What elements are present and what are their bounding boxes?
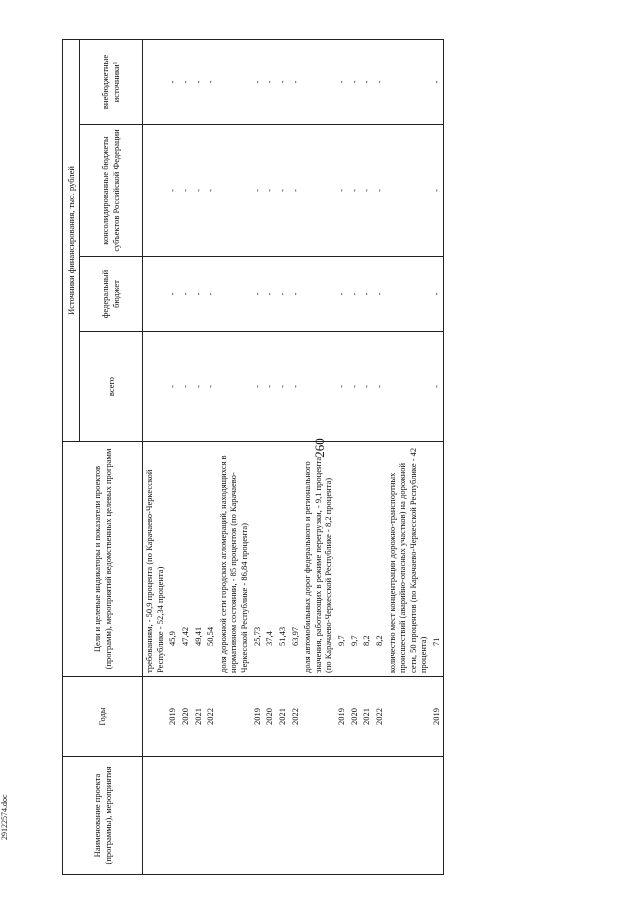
goal-value-cell: 51,43 [276, 442, 289, 677]
project-cell [179, 757, 192, 875]
total-cell: - [335, 332, 348, 442]
extra-cell [217, 40, 251, 125]
header-funding-sources: Источники финансирования, тыс. рублей [63, 40, 80, 442]
header-federal-budget: федеральный бюджет [80, 257, 143, 332]
total-cell: - [263, 332, 276, 442]
federal-cell: - [289, 257, 302, 332]
table-row [348, 40, 361, 875]
year-cell [386, 677, 431, 757]
project-cell [217, 757, 251, 875]
table-body [143, 40, 444, 875]
rotated-table-container [62, 40, 622, 875]
project-cell [289, 757, 302, 875]
total-cell: - [166, 332, 179, 442]
project-cell [204, 757, 217, 875]
extra-cell: - [192, 40, 205, 125]
total-cell: - [251, 332, 264, 442]
extra-cell: - [348, 40, 361, 125]
regional-cell: - [348, 125, 361, 257]
federal-cell: - [251, 257, 264, 332]
total-cell [386, 332, 431, 442]
extra-cell: - [430, 40, 443, 125]
goal-value-cell: 50,54 [204, 442, 217, 677]
total-cell [143, 332, 167, 442]
document-id: 29122574.doc [0, 794, 9, 840]
table-row [373, 40, 386, 875]
total-cell: - [192, 332, 205, 442]
total-cell: - [430, 332, 443, 442]
project-cell [166, 757, 179, 875]
regional-cell [143, 125, 167, 257]
funding-table [62, 39, 444, 875]
year-cell: 2021 [192, 677, 205, 757]
goal-value-cell: 9,7 [348, 442, 361, 677]
table-row [179, 40, 192, 875]
project-cell [301, 757, 335, 875]
table-row [192, 40, 205, 875]
extra-cell: - [360, 40, 373, 125]
total-cell [217, 332, 251, 442]
goal-value-cell: 71 [430, 442, 443, 677]
total-cell: - [289, 332, 302, 442]
goal-value-cell: 8,2 [360, 442, 373, 677]
goal-text-cell: требованиям, - 50,9 процента (по Карачаево-Черкесской Республике - 52,34 процента) [143, 442, 167, 677]
regional-cell: - [179, 125, 192, 257]
table-row [263, 40, 276, 875]
table-row [217, 40, 251, 875]
extra-cell [143, 40, 167, 125]
federal-cell: - [373, 257, 386, 332]
project-cell [251, 757, 264, 875]
goal-value-cell: 45,9 [166, 442, 179, 677]
year-cell [301, 677, 335, 757]
header-extrabudgetary: внебюджетные источники¹ [80, 40, 143, 125]
extra-cell: - [276, 40, 289, 125]
extra-cell: - [335, 40, 348, 125]
regional-cell: - [373, 125, 386, 257]
goal-value-cell: 37,4 [263, 442, 276, 677]
total-cell: - [373, 332, 386, 442]
goal-value-cell: 47,42 [179, 442, 192, 677]
goal-text-cell: доля автомобильных дорог федерального и регионального значения, работающих в режиме перегрузки, - 9,1 процента (по Карачаево-Черкесской Республике - 8,2 процента) [301, 442, 335, 677]
project-cell [192, 757, 205, 875]
extra-cell: - [204, 40, 217, 125]
regional-cell [386, 125, 431, 257]
regional-cell: - [251, 125, 264, 257]
table-row [251, 40, 264, 875]
year-cell [217, 677, 251, 757]
year-cell: 2019 [430, 677, 443, 757]
federal-cell: - [204, 257, 217, 332]
project-cell [386, 757, 431, 875]
goal-value-cell: 49,41 [192, 442, 205, 677]
federal-cell [217, 257, 251, 332]
year-cell: 2019 [335, 677, 348, 757]
year-cell: 2022 [204, 677, 217, 757]
extra-cell [301, 40, 335, 125]
table-row [430, 40, 443, 875]
regional-cell: - [276, 125, 289, 257]
project-cell [430, 757, 443, 875]
federal-cell: - [335, 257, 348, 332]
extra-cell: - [263, 40, 276, 125]
year-cell [143, 677, 167, 757]
federal-cell [386, 257, 431, 332]
header-regional-budgets: консолидированные бюджеты субъектов Российской Федерации [80, 125, 143, 257]
project-cell [263, 757, 276, 875]
total-cell: - [276, 332, 289, 442]
year-cell: 2019 [251, 677, 264, 757]
total-cell: - [179, 332, 192, 442]
total-cell: - [204, 332, 217, 442]
table-row [386, 40, 431, 875]
federal-cell: - [348, 257, 361, 332]
total-cell: - [360, 332, 373, 442]
header-years: Годы [63, 677, 143, 757]
total-cell [301, 332, 335, 442]
goal-text-cell: количество мест концентрации дорожно-транспортных происшествий (аварийно-опасных участков) на дорожной сети, 50 процентов (по Карачаево-Черкесской Республике - 42 процента) [386, 442, 431, 677]
table-row [301, 40, 335, 875]
extra-cell [386, 40, 431, 125]
year-cell: 2021 [360, 677, 373, 757]
regional-cell: - [430, 125, 443, 257]
project-cell [373, 757, 386, 875]
extra-cell: - [251, 40, 264, 125]
regional-cell [217, 125, 251, 257]
year-cell: 2020 [263, 677, 276, 757]
year-cell: 2020 [179, 677, 192, 757]
goal-value-cell: 25,73 [251, 442, 264, 677]
goal-value-cell: 8,2 [373, 442, 386, 677]
project-cell [360, 757, 373, 875]
federal-cell: - [166, 257, 179, 332]
goal-value-cell: 9,7 [335, 442, 348, 677]
year-cell: 2019 [166, 677, 179, 757]
federal-cell [143, 257, 167, 332]
year-cell: 2021 [276, 677, 289, 757]
regional-cell: - [166, 125, 179, 257]
extra-cell: - [289, 40, 302, 125]
header-total: всего [80, 332, 143, 442]
project-cell [335, 757, 348, 875]
year-cell: 2022 [289, 677, 302, 757]
federal-cell: - [263, 257, 276, 332]
regional-cell: - [335, 125, 348, 257]
table-row [289, 40, 302, 875]
project-cell [276, 757, 289, 875]
total-cell: - [348, 332, 361, 442]
project-cell [348, 757, 361, 875]
table-row [143, 40, 167, 875]
federal-cell: - [192, 257, 205, 332]
project-cell [143, 757, 167, 875]
regional-cell: - [263, 125, 276, 257]
header-goals: Цели и целевые индикаторы и показатели проектов (программ), мероприятий ведомственных целевых программ [63, 442, 143, 677]
federal-cell: - [179, 257, 192, 332]
federal-cell: - [360, 257, 373, 332]
regional-cell: - [289, 125, 302, 257]
header-project-name: Наименование проекта (программы), мероприятия [63, 757, 143, 875]
regional-cell: - [204, 125, 217, 257]
extra-cell: - [373, 40, 386, 125]
regional-cell: - [360, 125, 373, 257]
table-row [335, 40, 348, 875]
regional-cell [301, 125, 335, 257]
extra-cell: - [179, 40, 192, 125]
regional-cell: - [192, 125, 205, 257]
page-number: 260 [312, 438, 327, 458]
federal-cell: - [276, 257, 289, 332]
table-row [360, 40, 373, 875]
table-row [204, 40, 217, 875]
year-cell: 2020 [348, 677, 361, 757]
extra-cell: - [166, 40, 179, 125]
table-row [166, 40, 179, 875]
goal-text-cell: доля дорожной сети городских агломераций, находящихся в нормативном состоянии, - 85 процентов (по Карачаево-Черкесской Республике - 86,84 процента) [217, 442, 251, 677]
table-row [276, 40, 289, 875]
goal-value-cell: 63,97 [289, 442, 302, 677]
federal-cell: - [430, 257, 443, 332]
federal-cell [301, 257, 335, 332]
year-cell: 2022 [373, 677, 386, 757]
